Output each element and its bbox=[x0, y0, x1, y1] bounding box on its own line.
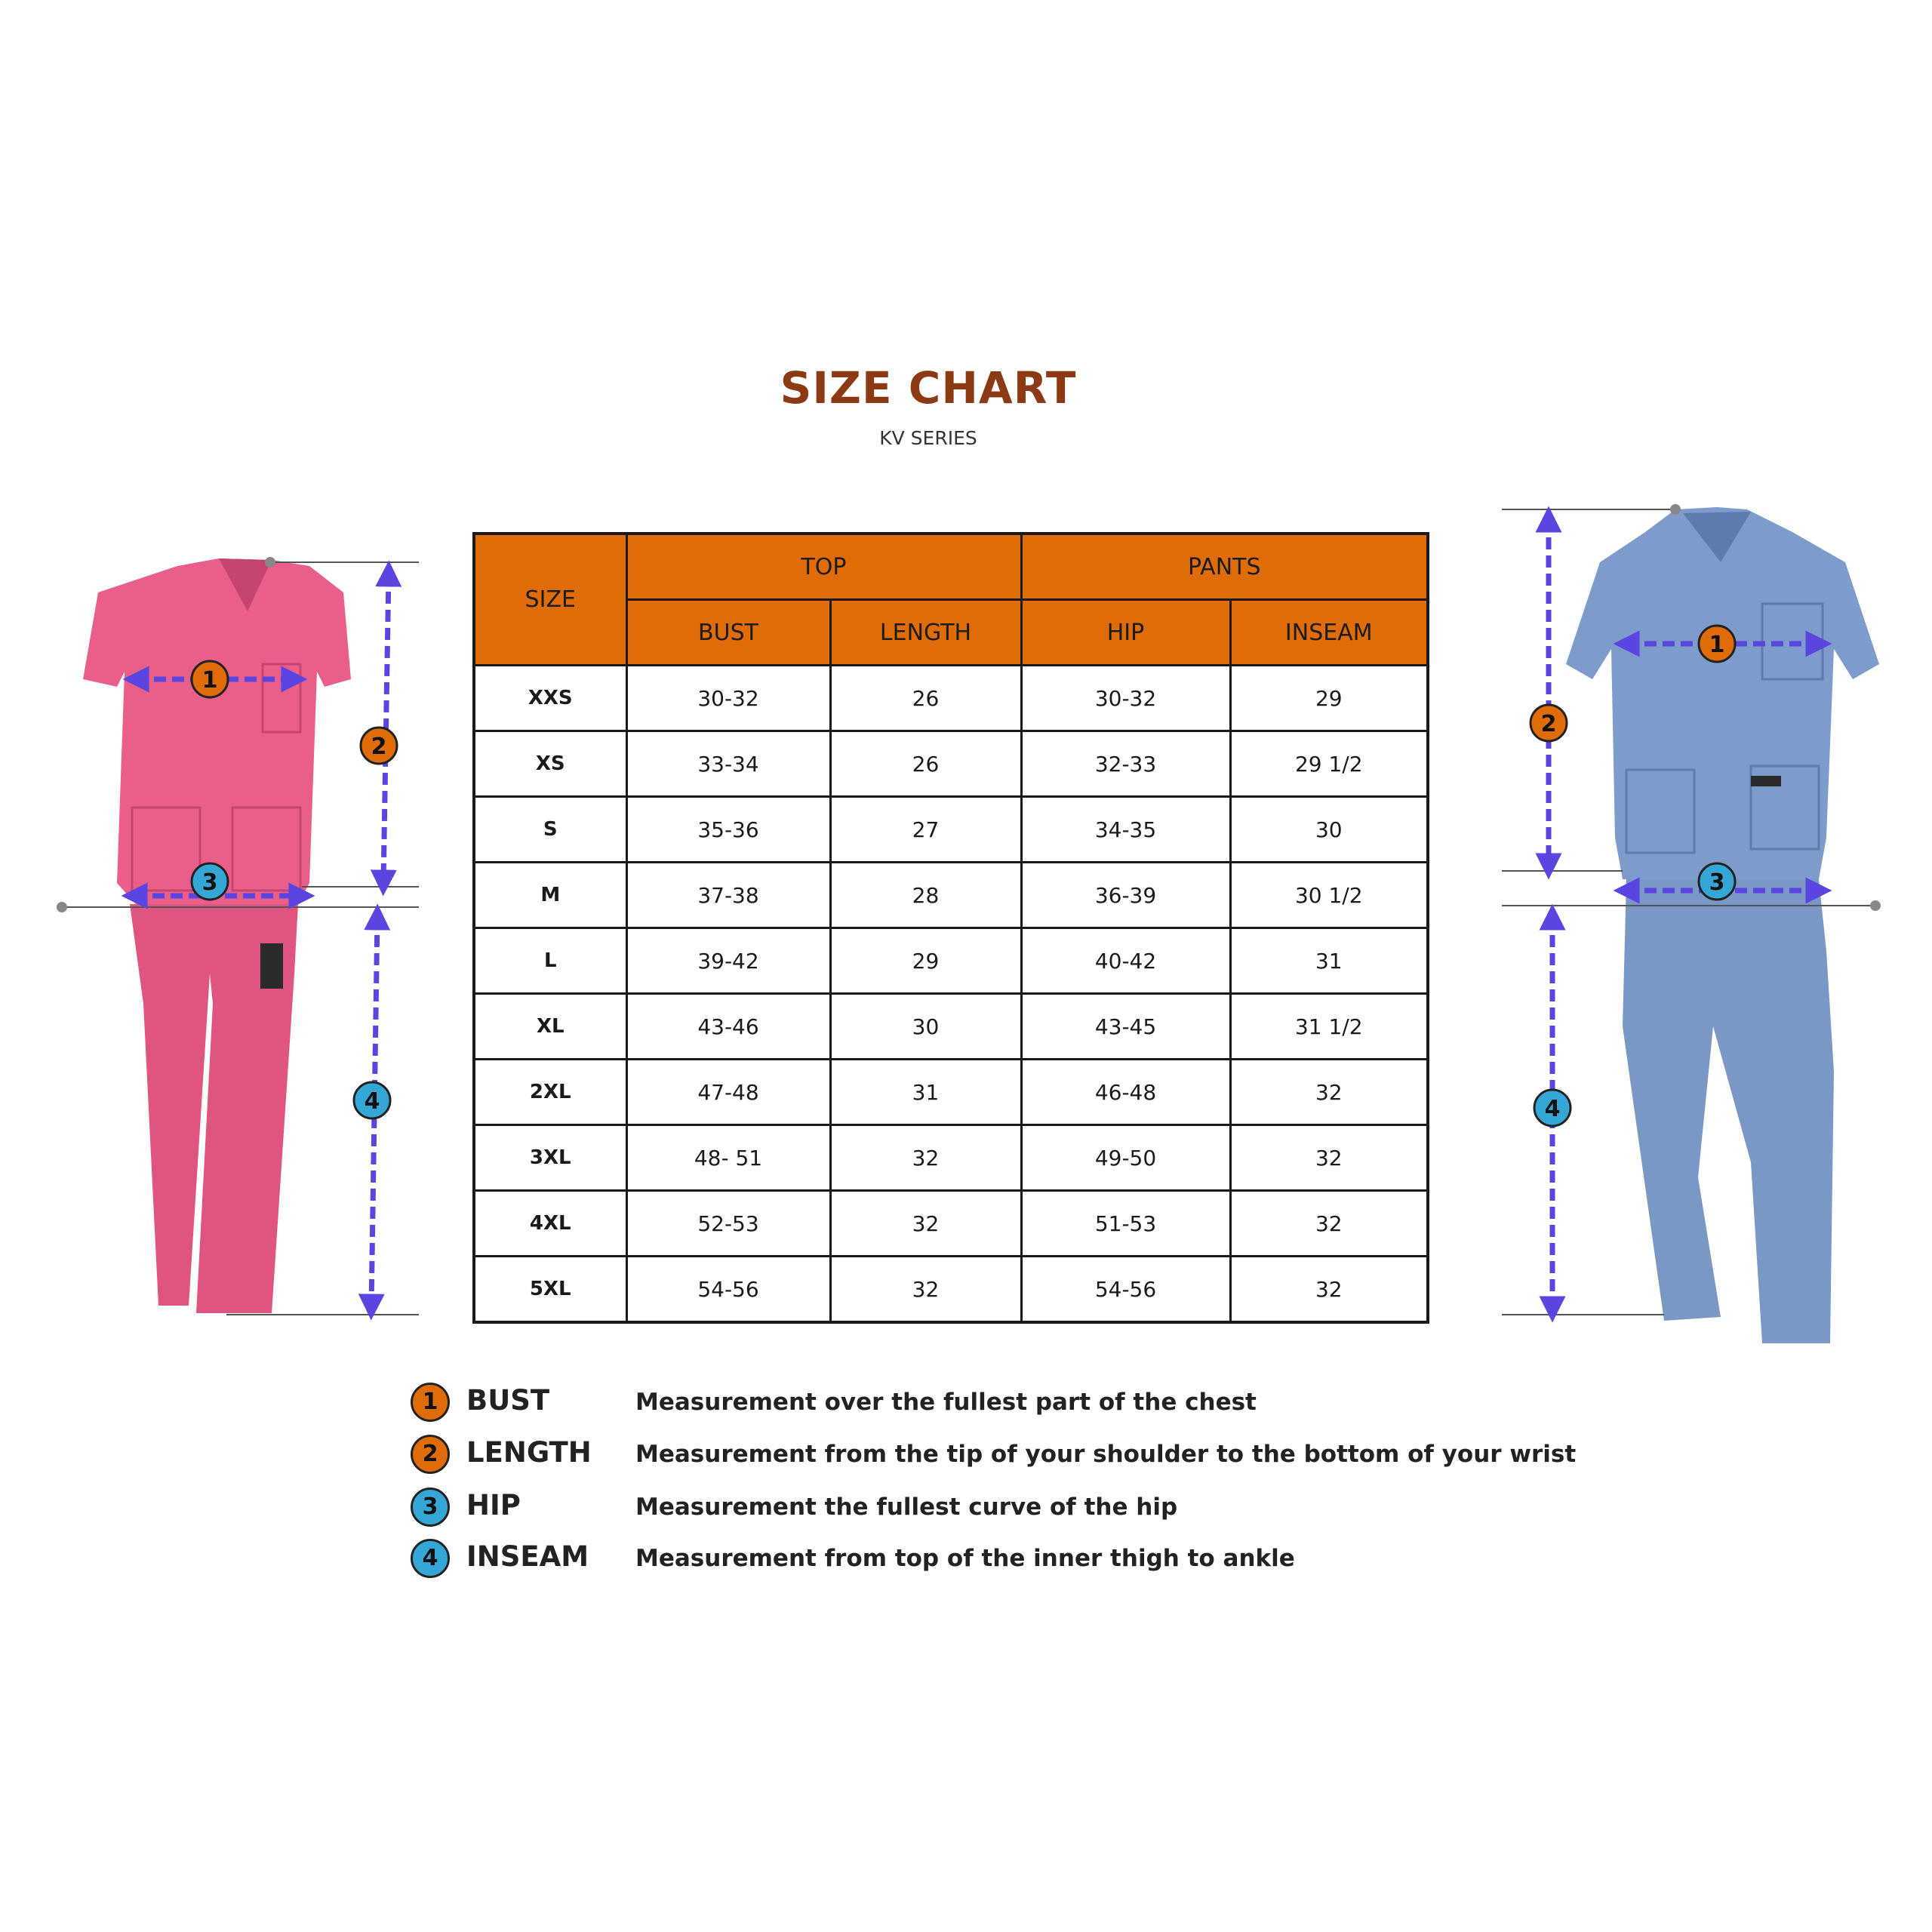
hip-cell: 36-39 bbox=[1021, 863, 1230, 928]
legend-desc-hip: Measurement the fullest curve of the hip bbox=[635, 1494, 1178, 1521]
size-cell: M bbox=[474, 863, 626, 928]
size-table bbox=[472, 532, 1429, 1324]
size-cell: 3XL bbox=[474, 1125, 626, 1191]
hip-cell: 49-50 bbox=[1021, 1125, 1230, 1191]
inseam-cell: 32 bbox=[1230, 1191, 1428, 1257]
pink-scrubs-illustration bbox=[45, 551, 438, 1351]
blue-pants bbox=[1623, 879, 1834, 1343]
hip-cell: 34-35 bbox=[1021, 797, 1230, 863]
svg-text:4: 4 bbox=[1544, 1096, 1561, 1122]
legend-badge-3: 3 bbox=[411, 1487, 450, 1527]
bust-cell: 47-48 bbox=[626, 1060, 830, 1125]
bust-cell: 30-32 bbox=[626, 666, 830, 731]
size-cell: S bbox=[474, 797, 626, 863]
size-cell: XXS bbox=[474, 666, 626, 731]
bust-header: BUST bbox=[626, 600, 830, 666]
legend-term-length: LENGTH bbox=[466, 1436, 592, 1469]
legend-desc-length: Measurement from the tip of your shoulder to the bottom of your wrist bbox=[635, 1441, 1577, 1468]
inseam-cell: 32 bbox=[1230, 1125, 1428, 1191]
bust-cell: 48- 51 bbox=[626, 1125, 830, 1191]
inseam-cell: 30 bbox=[1230, 797, 1428, 863]
svg-text:3: 3 bbox=[202, 869, 218, 896]
hip-cell: 54-56 bbox=[1021, 1257, 1230, 1323]
table-row bbox=[474, 1125, 1428, 1191]
table-row bbox=[474, 797, 1428, 863]
table-body bbox=[474, 666, 1428, 1323]
legend-row-inseam bbox=[408, 1537, 1615, 1583]
table-row bbox=[474, 731, 1428, 797]
table-row bbox=[474, 1060, 1428, 1125]
blue-scrubs-figure bbox=[1502, 498, 1909, 1366]
length-cell: 32 bbox=[830, 1257, 1021, 1323]
legend-row-hip bbox=[408, 1486, 1615, 1531]
inseam-cell: 32 bbox=[1230, 1060, 1428, 1125]
legend-term-hip: HIP bbox=[466, 1489, 521, 1521]
legend-desc-bust: Measurement over the fullest part of the chest bbox=[635, 1389, 1257, 1416]
inseam-cell: 30 1/2 bbox=[1230, 863, 1428, 928]
page-subtitle: KV SERIES bbox=[879, 427, 977, 449]
pants-group-header: PANTS bbox=[1021, 534, 1428, 600]
pink-badge-2 bbox=[361, 728, 397, 764]
svg-text:1: 1 bbox=[1709, 632, 1725, 658]
size-cell: XS bbox=[474, 731, 626, 797]
bust-cell: 43-46 bbox=[626, 994, 830, 1060]
bust-cell: 37-38 bbox=[626, 863, 830, 928]
legend-badge-4: 4 bbox=[411, 1539, 450, 1578]
legend-term-inseam: INSEAM bbox=[466, 1540, 589, 1573]
length-cell: 32 bbox=[830, 1191, 1021, 1257]
size-cell: L bbox=[474, 928, 626, 994]
table-row bbox=[474, 863, 1428, 928]
blue-top bbox=[1566, 507, 1879, 879]
size-header: SIZE bbox=[474, 534, 626, 666]
bust-cell: 35-36 bbox=[626, 797, 830, 863]
inseam-header: INSEAM bbox=[1230, 600, 1428, 666]
length-cell: 26 bbox=[830, 666, 1021, 731]
size-cell: XL bbox=[474, 994, 626, 1060]
hip-cell: 32-33 bbox=[1021, 731, 1230, 797]
table-row bbox=[474, 666, 1428, 731]
svg-text:3: 3 bbox=[1709, 869, 1725, 896]
bust-cell: 54-56 bbox=[626, 1257, 830, 1323]
size-cell: 4XL bbox=[474, 1191, 626, 1257]
size-cell: 2XL bbox=[474, 1060, 626, 1125]
length-header: LENGTH bbox=[830, 600, 1021, 666]
size-cell: 5XL bbox=[474, 1257, 626, 1323]
svg-text:2: 2 bbox=[371, 734, 387, 760]
blue-badge-3 bbox=[1699, 863, 1735, 900]
hip-cell: 30-32 bbox=[1021, 666, 1230, 731]
hip-cell: 51-53 bbox=[1021, 1191, 1230, 1257]
hip-cell: 40-42 bbox=[1021, 928, 1230, 994]
legend-term-bust: BUST bbox=[466, 1384, 550, 1417]
top-group-header: TOP bbox=[626, 534, 1021, 600]
hip-cell: 43-45 bbox=[1021, 994, 1230, 1060]
length-cell: 29 bbox=[830, 928, 1021, 994]
legend-badge-2: 2 bbox=[411, 1435, 450, 1474]
length-cell: 32 bbox=[830, 1125, 1021, 1191]
blue-scrubs-illustration bbox=[1502, 498, 1909, 1366]
svg-text:1: 1 bbox=[202, 667, 218, 694]
inseam-cell: 32 bbox=[1230, 1257, 1428, 1323]
pink-badge-4 bbox=[354, 1082, 390, 1118]
blue-badge-1 bbox=[1699, 626, 1735, 662]
length-cell: 31 bbox=[830, 1060, 1021, 1125]
length-cell: 28 bbox=[830, 863, 1021, 928]
pink-badge-3 bbox=[192, 863, 228, 900]
inseam-cell: 31 bbox=[1230, 928, 1428, 994]
svg-text:4: 4 bbox=[364, 1088, 380, 1115]
table-row bbox=[474, 928, 1428, 994]
blue-badge-4 bbox=[1534, 1090, 1571, 1126]
legend-row-bust bbox=[408, 1381, 1615, 1426]
bust-cell: 39-42 bbox=[626, 928, 830, 994]
svg-text:2: 2 bbox=[1540, 711, 1557, 737]
blue-badge-2 bbox=[1531, 705, 1567, 741]
pink-top bbox=[83, 558, 351, 904]
page-title: SIZE CHART bbox=[780, 362, 1077, 414]
length-cell: 26 bbox=[830, 731, 1021, 797]
table-row bbox=[474, 994, 1428, 1060]
hip-cell: 46-48 bbox=[1021, 1060, 1230, 1125]
bust-cell: 33-34 bbox=[626, 731, 830, 797]
length-cell: 27 bbox=[830, 797, 1021, 863]
inseam-cell: 29 1/2 bbox=[1230, 731, 1428, 797]
legend-desc-inseam: Measurement from top of the inner thigh to ankle bbox=[635, 1545, 1295, 1572]
legend-row-length bbox=[408, 1433, 1615, 1478]
table-row bbox=[474, 1191, 1428, 1257]
inseam-cell: 31 1/2 bbox=[1230, 994, 1428, 1060]
length-cell: 30 bbox=[830, 994, 1021, 1060]
pink-scrubs-figure bbox=[45, 551, 438, 1351]
table-row bbox=[474, 1257, 1428, 1323]
pink-badge-1 bbox=[192, 661, 228, 697]
bust-cell: 52-53 bbox=[626, 1191, 830, 1257]
inseam-cell: 29 bbox=[1230, 666, 1428, 731]
hip-header: HIP bbox=[1021, 600, 1230, 666]
legend-badge-1: 1 bbox=[411, 1383, 450, 1422]
